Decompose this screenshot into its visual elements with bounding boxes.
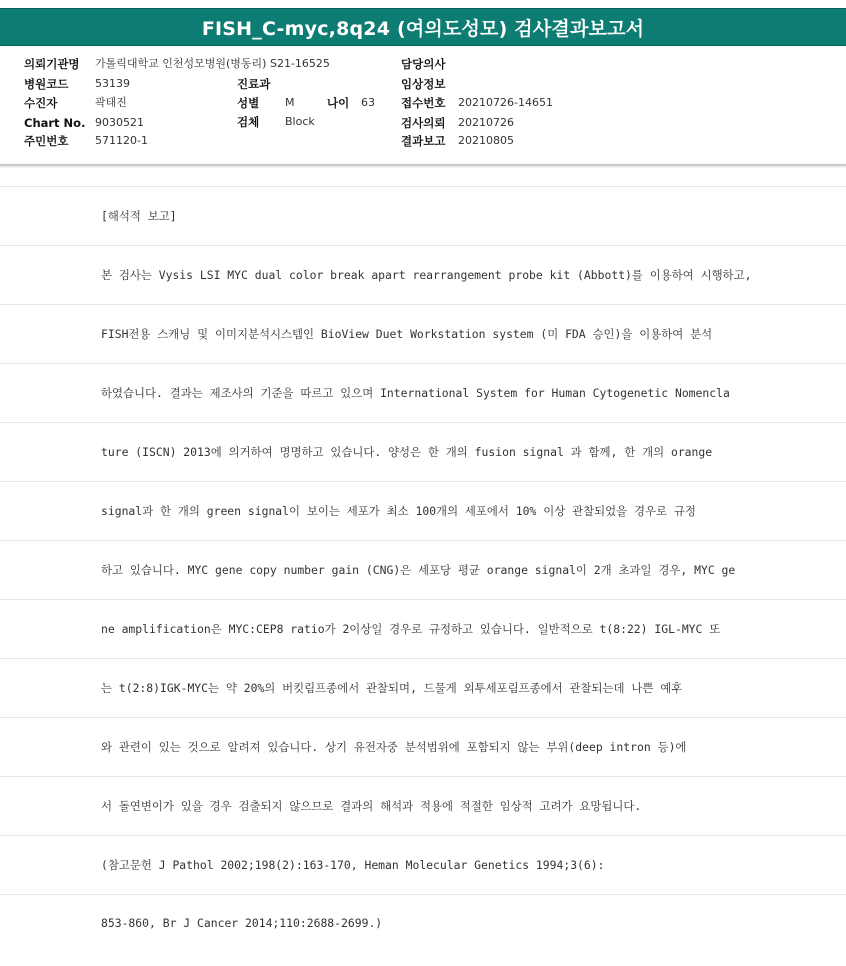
specimen-value: Block	[285, 115, 315, 128]
report-line	[0, 245, 846, 304]
chart-no-label: Chart No.	[24, 116, 86, 130]
request-date-label: 검사의뢰	[401, 116, 446, 130]
hospital-code-label: 병원코드	[24, 77, 69, 91]
report-line	[0, 363, 846, 422]
patient-info-section	[0, 46, 846, 164]
report-line-text: [해석적 보고]	[101, 209, 177, 223]
report-date-label: 결과보고	[401, 134, 446, 148]
specimen-label: 검체	[237, 115, 260, 129]
age-label: 나이	[327, 96, 350, 110]
institution-label: 의뢰기관명	[24, 57, 80, 71]
age-value: 63	[361, 96, 375, 109]
resident-no-value: 571120-1	[95, 134, 148, 147]
section-divider	[0, 164, 846, 166]
report-line-text: 하였습니다. 결과는 제조사의 기준을 따르고 있으며 International System for Human Cytogenetic Nomencla	[101, 386, 730, 400]
report-title: FISH_C-myc,8q24 (여의도성모) 검사결과보고서	[201, 17, 645, 40]
report-line-text: ne amplification은 MYC:CEP8 ratio가 2이상일 경우로 규정하고 있습니다. 일반적으로 t(8:22) IGL-MYC 또	[101, 622, 721, 636]
report-line-text: 서 돌연변이가 있을 경우 검출되지 않으므로 결과의 해석과 적용에 적절한 임상적 고려가 요망됩니다.	[101, 799, 642, 813]
clinical-label: 임상정보	[401, 77, 446, 91]
institution-value: 가톨릭대학교 인천성모병원(병동리) S21-16525	[95, 57, 330, 70]
report-line-text: FISH전용 스캐닝 및 이미지분석시스템인 BioView Duet Workstation system (미 FDA 승인)을 이용하여 분석	[101, 327, 713, 341]
dept-label: 진료과	[237, 77, 271, 91]
report-line	[0, 894, 846, 953]
sex-value: M	[285, 96, 295, 109]
doctor-label: 담당의사	[401, 57, 446, 71]
report-line-text: signal과 한 개의 green signal이 보이는 세포가 최소 100개의 세포에서 10% 이상 관찰되었을 경우로 규정	[101, 504, 696, 518]
request-date-value: 20210726	[458, 116, 514, 129]
report-title-bar	[0, 8, 846, 46]
report-line	[0, 835, 846, 894]
resident-no-label: 주민번호	[24, 134, 69, 148]
sex-label: 성별	[237, 96, 260, 110]
report-line-text: 와 관련이 있는 것으로 알려져 있습니다. 상기 유전자중 분석범위에 포함되지 않는 부위(deep intron 등)에	[101, 740, 687, 754]
report-line	[0, 776, 846, 835]
report-line-text: 는 t(2:8)IGK-MYC는 약 20%의 버킷림프종에서 관찰되며, 드물게 외투세포림프종에서 관찰되는데 나쁜 예후	[101, 681, 683, 695]
report-line-text: 853-860, Br J Cancer 2014;110:2688-2699.)	[101, 916, 383, 930]
patient-value: 곽태진	[95, 96, 127, 109]
report-line	[0, 186, 846, 245]
report-date-value: 20210805	[458, 134, 514, 147]
report-line-text: 본 검사는 Vysis LSI MYC dual color break apart rearrangement probe kit (Abbott)를 이용하여 시행하고,	[101, 268, 752, 282]
patient-label: 수진자	[24, 96, 58, 110]
report-line	[0, 304, 846, 363]
report-line	[0, 540, 846, 599]
report-line	[0, 481, 846, 540]
report-line	[0, 422, 846, 481]
report-line-text: ture (ISCN) 2013에 의거하여 명명하고 있습니다. 양성은 한 개의 fusion signal 과 함께, 한 개의 orange	[101, 445, 713, 459]
hospital-code-value: 53139	[95, 77, 130, 90]
chart-no-value: 9030521	[95, 116, 144, 129]
receipt-label: 접수번호	[401, 96, 446, 110]
receipt-value: 20210726-14651	[458, 96, 553, 109]
report-line	[0, 717, 846, 776]
report-line-text: 하고 있습니다. MYC gene copy number gain (CNG)은 세포당 평균 orange signal이 2개 초과일 경우, MYC ge	[101, 563, 736, 577]
report-line-text: (참고문헌 J Pathol 2002;198(2):163-170, Heman Molecular Genetics 1994;3(6):	[101, 858, 605, 872]
report-line	[0, 599, 846, 658]
report-line	[0, 658, 846, 717]
